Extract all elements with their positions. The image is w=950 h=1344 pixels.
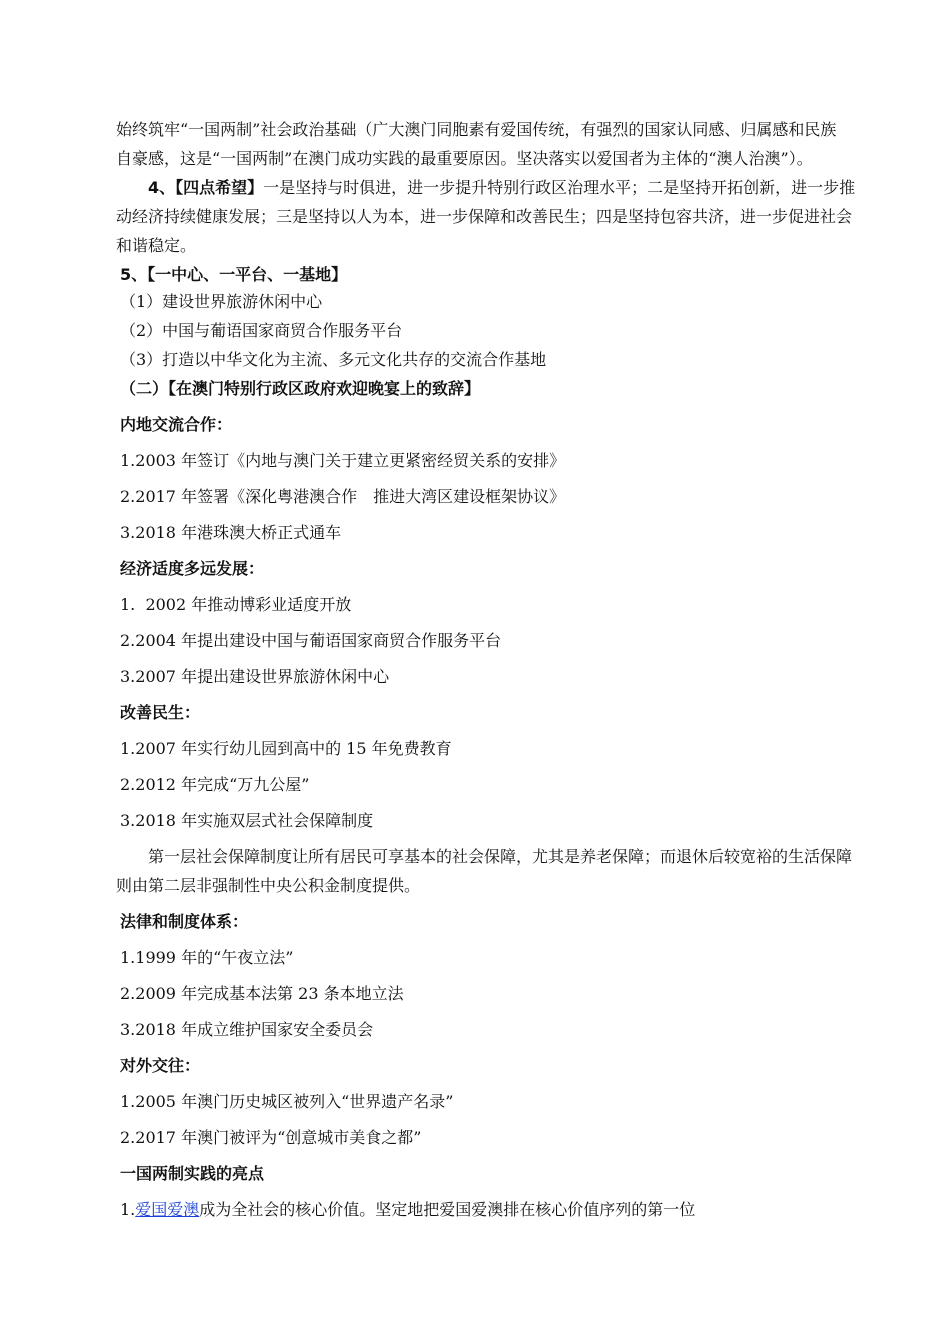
point5-item-2: （2）中国与葡语国家商贸合作服务平台 — [120, 321, 403, 340]
point4-line-3: 和谐稳定。 — [116, 236, 197, 255]
economy-item-3: 3.2007 年提出建设世界旅游休闲中心 — [120, 667, 390, 686]
mainland-item-1: 1.2003 年签订《内地与澳门关于建立更紧密经贸关系的安排》 — [120, 451, 566, 470]
patriotism-link[interactable]: 爱国爱澳 — [135, 1200, 200, 1219]
livelihood-item-1: 1.2007 年实行幼儿园到高中的 15 年免费教育 — [120, 739, 452, 758]
law-heading: 法律和制度体系： — [120, 912, 249, 931]
mainland-heading: 内地交流合作： — [120, 415, 233, 434]
section2-heading: （二）【在澳门特别行政区政府欢迎晚宴上的致辞】 — [120, 379, 481, 398]
economy-heading: 经济适度多远发展： — [120, 559, 265, 578]
foreign-heading: 对外交往： — [120, 1056, 201, 1075]
intro-line-2: 自豪感，这是“一国两制”在澳门成功实践的最重要原因。坚决落实以爱国者为主体的“澳人治澳”）。 — [116, 149, 813, 168]
economy-item-2: 2.2004 年提出建设中国与葡语国家商贸合作服务平台 — [120, 631, 502, 650]
point4-label: 4、【四点希望】 — [148, 178, 264, 197]
point4-line-2: 动经济持续健康发展；三是坚持以人为本，进一步保障和改善民生；四是坚持包容共济，进一步促进社会 — [116, 207, 853, 226]
point5-item-1: （1）建设世界旅游休闲中心 — [120, 292, 323, 311]
foreign-item-1: 1.2005 年澳门历史城区被列入“世界遗产名录” — [120, 1092, 454, 1111]
mainland-item-2: 2.2017 年签署《深化粤港澳合作 推进大湾区建设框架协议》 — [120, 487, 566, 506]
livelihood-item-2: 2.2012 年完成“万九公屋” — [120, 775, 310, 794]
livelihood-note-line-2: 则由第二层非强制性中央公积金制度提供。 — [116, 876, 421, 895]
economy-item-1: 1. 2002 年推动博彩业适度开放 — [120, 595, 352, 614]
point5-item-3: （3）打造以中华文化为主流、多元文化共存的交流合作基地 — [120, 350, 547, 369]
point4-line-1 — [116, 178, 868, 198]
law-item-3: 3.2018 年成立维护国家安全委员会 — [120, 1020, 374, 1039]
intro-line-1: 始终筑牢“一国两制”社会政治基础（广大澳门同胞素有爱国传统，有强烈的国家认同感、归属感和民族 — [116, 120, 837, 139]
livelihood-item-3: 3.2018 年实施双层式社会保障制度 — [120, 811, 374, 830]
point5-heading: 5、【一中心、一平台、一基地】 — [120, 265, 348, 284]
livelihood-heading: 改善民生： — [120, 703, 201, 722]
foreign-item-2: 2.2017 年澳门被评为“创意城市美食之都” — [120, 1128, 422, 1147]
highlights-item-1-number: 1. — [120, 1200, 136, 1219]
highlights-item-1-text: 成为全社会的核心价值。坚定地把爱国爱澳排在核心价值序列的第一位 — [199, 1200, 696, 1219]
highlights-item-1 — [120, 1200, 872, 1220]
point4-text: 一是坚持与时俱进，进一步提升特别行政区治理水平；二是坚持开拓创新，进一步推 — [263, 178, 856, 197]
law-item-2: 2.2009 年完成基本法第 23 条本地立法 — [120, 984, 404, 1003]
livelihood-note-line-1: 第一层社会保障制度让所有居民可享基本的社会保障，尤其是养老保障；而退休后较宽裕的生活保障 — [148, 847, 853, 866]
highlights-heading: 一国两制实践的亮点 — [120, 1164, 265, 1183]
mainland-item-3: 3.2018 年港珠澳大桥正式通车 — [120, 523, 342, 542]
law-item-1: 1.1999 年的“午夜立法” — [120, 948, 294, 967]
